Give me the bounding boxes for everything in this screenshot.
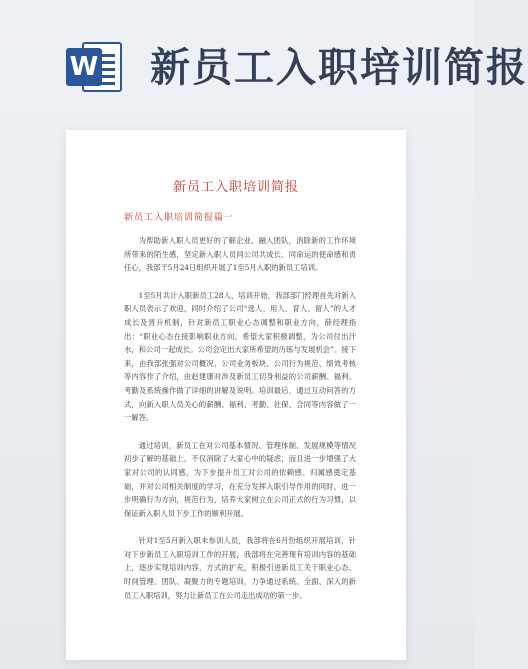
paragraph: 为帮助新入职人员更好的了解企业、融入团队，消除新的工作环境所带来的陌生感，坚定新入职人员同公司共成长、同命运的使命感和责任心，我部于5月24日组织开展了1至5月入职的新员工培训。 — [124, 236, 356, 273]
header-banner — [0, 0, 528, 118]
banner-title: 新员工入职培训简报 — [150, 45, 528, 91]
word-document-icon — [66, 38, 124, 96]
paragraph: 通过培训，新员工在对公司基本情况、管理体制、发展规模等情况初步了解的基础上，不仅消除了大家心中的疑虑，而且进一步增强了大家对公司的认同感，为下步提升员工对公司的依赖感、归属感奠定基础，并对公司相关制度的学习，在充分发挥入职引导作用的同时，进一步明确行为方向，规范行为，培养大家树立在公司正式的行为习惯，以保证新入职人员下步工作的顺利开展。 — [124, 440, 356, 518]
document-subtitle: 新员工入职培训简报篇一 — [124, 213, 235, 223]
document-page — [66, 130, 406, 660]
document-title: 新员工入职培训简报 — [172, 180, 299, 195]
paragraph: 1至5月共计入职新员工28人，培训开始，我部部门经理首先对新入职人员表示了欢迎，同时介绍了公司“选人、用人、育人、留人”的人才成长及晋升机制，针对新员工职业心态调整和职业方向，薛经理指出：“职业心态在接影响职业方向，希望大家积极调整，为公司付出汗水，和公司一起成长。公司会定出大家所希望的历练与发展机会”。接下来，由我部张强对公司概况、公司业务板块、公司行为规范、绩效考核等内容作了介绍，由赵建康对涉及新员工切身利益的公司薪酬、福利、考勤及系统操作做了详细的讲解及说明。培训最后，通过互动问答的方式，向新入职人员关心的薪酬、福利、考勤、社保、合同等内容做了一一解答。 — [124, 290, 356, 423]
word-letter-badge: W — [66, 48, 102, 86]
document-body — [124, 234, 356, 616]
paragraph: 针对1至5月新入职未参训人员，我部将在6月份组织开展培训，针对下步新员工入职培训工作的开展，我部将在完善现有培训内容的基础上，逐步实现培训内容、方式的扩充，积极引进新员工关于职业心态、时间管理、团队、凝聚力的专题培训，力争通过系统、全面、深入的新员工入职培训，努力让新员工在公司走出成功的第一步。 — [124, 536, 356, 600]
